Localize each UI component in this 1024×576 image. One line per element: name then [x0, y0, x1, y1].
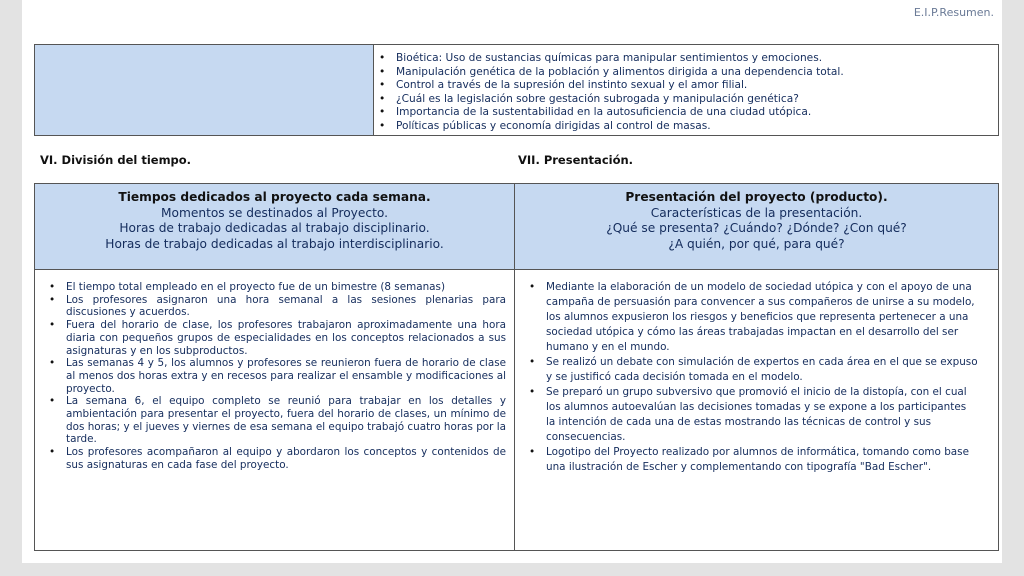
time-body-cell [35, 270, 515, 551]
topics-list [374, 45, 998, 135]
list-item: • Mediante la elaboración de un modelo de sociedad utópica y con el apoyo de una campaña de persuasión para convencer a sus compañeros de unirse a su modelo, los alumnos expusieron los riesgos y beneficios que representa pertenecer a una sociedad utópica y cómo las áreas trabajadas impactan en el desarrollo del ser humano y en el mundo. [546, 280, 978, 355]
presentation-header-line: ¿A quién, por qué, para qué? [668, 236, 845, 251]
time-header-line: Momentos se destinados al Proyecto. [161, 205, 388, 220]
list-item: • La semana 6, el equipo completo se reunió para trabajar en los detalles y ambientación para presentar el proyecto, fuera del horario de clases, un mínimo de dos horas; y el jueves y viernes de esa semana el equipo trabajó cuatro horas por la tarde. [66, 395, 506, 446]
topics-right-cell [374, 45, 999, 136]
presentation-header-title: Presentación del proyecto (producto). [625, 190, 888, 204]
section-title-vi: VI. División del tiempo. [40, 153, 192, 167]
time-presentation-table [34, 183, 999, 551]
list-item: • Manipulación genética de la población y alimentos dirigida a una dependencia total. [396, 66, 998, 80]
presentation-body-cell [515, 270, 999, 551]
list-item: • Logotipo del Proyecto realizado por alumnos de informática, tomando como base una ilustración de Escher y complementando con tipografía "Bad Escher". [546, 445, 978, 475]
list-item: • Las semanas 4 y 5, los alumnos y profesores se reunieron fuera de horario de clase al menos dos horas extra y en recesos para realizar el ensamble y modificaciones al proyecto. [66, 357, 506, 395]
presentation-header-cell [515, 184, 999, 270]
presentation-header-line: Características de la presentación. [650, 205, 863, 220]
topics-table [34, 44, 999, 136]
list-item: • El tiempo total empleado en el proyecto fue de un bimestre (8 semanas) [66, 281, 506, 294]
presentation-header-line: ¿Qué se presenta? ¿Cuándo? ¿Dónde? ¿Con qué? [606, 221, 907, 235]
presentation-list [515, 270, 998, 475]
list-item: • Se realizó un debate con simulación de expertos en cada área en el que se expuso y se justificó cada decisión tomada en el modelo. [546, 355, 978, 385]
time-list [35, 270, 514, 472]
document-page [22, 0, 1002, 563]
list-item: • Importancia de la sustentabilidad en la autosuficiencia de una ciudad utópica. [396, 106, 998, 120]
list-item: • Control a través de la supresión del instinto sexual y el amor filial. [396, 79, 998, 93]
list-item: • Se preparó un grupo subversivo que promovió el inicio de la distopía, con el cual los alumnos autoevalúan las decisiones tomadas y se expone a los participantes la intención de cada una de estas mostrando las técnicas de control y sus consecuencias. [546, 385, 978, 445]
topics-left-cell [35, 45, 374, 136]
section-title-vii: VII. Presentación. [518, 153, 634, 167]
list-item: • Políticas públicas y economía dirigidas al control de masas. [396, 120, 998, 134]
header-reference: E.I.P.Resumen. [913, 6, 994, 19]
time-header-line: Horas de trabajo dedicadas al trabajo interdisciplinario. [105, 236, 444, 251]
time-header-cell [35, 184, 515, 270]
list-item: • Bioética: Uso de sustancias químicas para manipular sentimientos y emociones. [396, 52, 998, 66]
list-item: • Fuera del horario de clase, los profesores trabajaron aproximadamente una hora diaria con pequeños grupos de especialidades en los conceptos relacionados a sus asignaturas y en los subproductos. [66, 319, 506, 357]
list-item: • ¿Cuál es la legislación sobre gestación subrogada y manipulación genética? [396, 93, 998, 107]
time-header-title: Tiempos dedicados al proyecto cada semana. [118, 190, 431, 204]
list-item: • Los profesores asignaron una hora semanal a las sesiones plenarias para discusiones y acuerdos. [66, 294, 506, 319]
time-header-line: Horas de trabajo dedicadas al trabajo disciplinario. [119, 221, 430, 235]
list-item: • Los profesores acompañaron al equipo y abordaron los conceptos y contenidos de sus asignaturas en cada fase del proyecto. [66, 446, 506, 471]
